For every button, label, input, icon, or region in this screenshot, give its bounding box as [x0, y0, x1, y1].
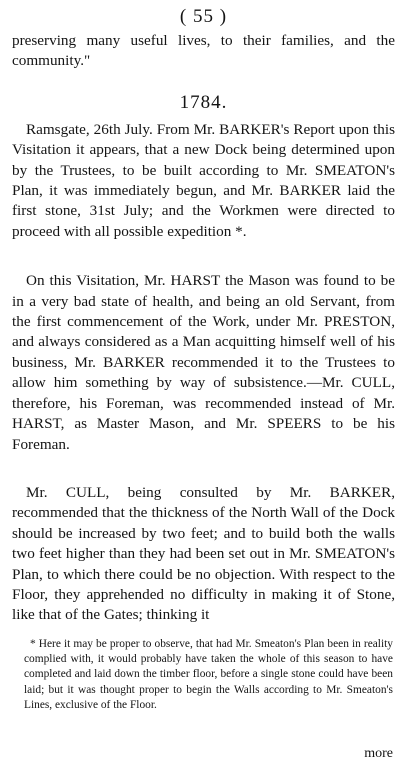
year-heading: 1784.	[179, 91, 228, 113]
paragraph-cull: Mr. CULL, being consulted by Mr. BARKER, recommended that the thickness of the North Wall of the Dock should be increased by two feet; and to build both the walls two feet higher than they had been set out in Mr. SMEATON's Plan, to which there could be no objection. With respect to the Floor, they apprehended no difficulty in making it of Stone, like that of the Gates; thinking it	[12, 483, 395, 624]
paragraph-ramsgate: Ramsgate, 26th July. From Mr. BARKER's Report upon this Visitation it appears, that a new Dock being determined upon by the Trustees, to be built according to Mr. SMEATON's Plan, it was immediately begun, and Mr. BARKER laid the first stone, 31st July; and the Workmen were directed to proceed with all possible expedition *.	[12, 120, 395, 240]
continuation-text: preserving many useful lives, to their families, and the community."	[12, 32, 395, 70]
catchword: more	[364, 746, 393, 761]
paragraph-harst: On this Visitation, Mr. HARST the Mason was found to be in a very bad state of health, and being an old Servant, from the first commencement of the Work, under Mr. PRESTON, and always considered as a Man acquitting himself well of his business, Mr. BARKER recommended it to the Trustees to allow him something by way of subsistence.—Mr. CULL, therefore, his Foreman, was recommended instead of Mr. HARST, as Master Mason, and Mr. SPEERS to be his Foreman.	[12, 272, 395, 453]
page-number: ( 55 )	[179, 6, 228, 27]
footnote: * Here it may be proper to observe, that had Mr. Smeaton's Plan been in reality complied with, it would probably have taken the whole of this season to have completed and laid down the timber floor, before a single stone could have been laid; but it was thought proper to begin the Walls according to Mr. Smeaton's Lines, exclusive of the Floor.	[24, 638, 393, 711]
